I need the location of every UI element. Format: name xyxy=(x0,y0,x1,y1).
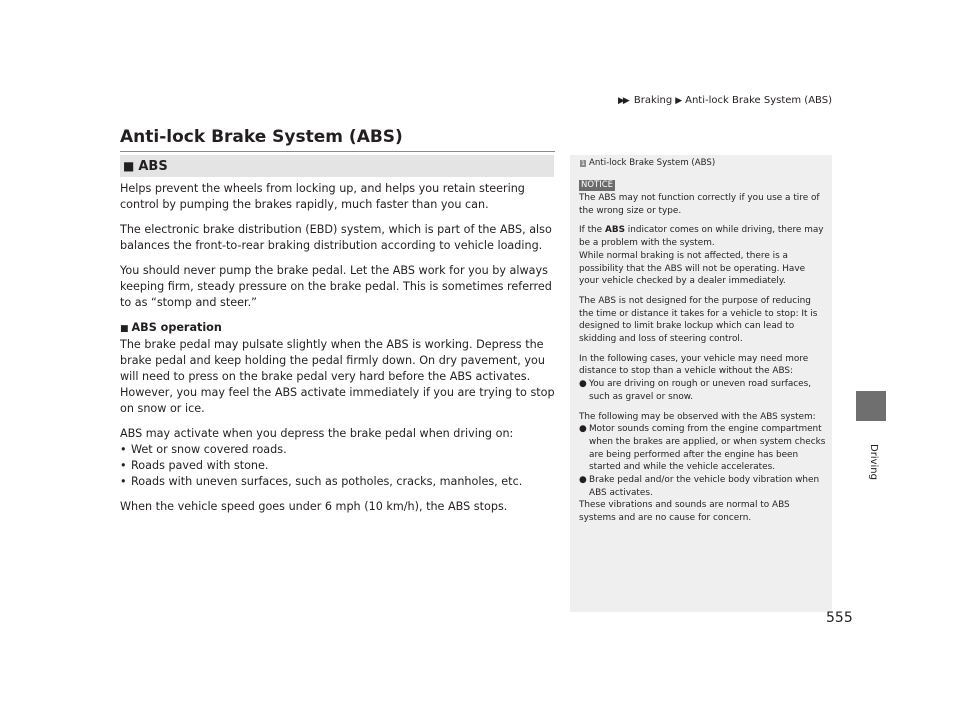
chapter-tab-marker xyxy=(856,391,886,421)
main-content xyxy=(120,181,560,524)
sidebar-notes xyxy=(570,155,832,612)
observed-list xyxy=(579,423,827,499)
paragraph-intro: Helps prevent the wheels from locking up, and helps you retain steering control by pumping the brakes rapidly, much faster than you can. xyxy=(120,182,525,211)
normal-braking-paragraph: While normal braking is not affected, there is a possibility that the ABS will not be operating. Have your vehicle checked by a dealer immediately. xyxy=(579,250,806,287)
notice-text: The ABS may not function correctly if you use a tire of the wrong size or type. xyxy=(579,193,820,216)
square-bullet-icon: ■ xyxy=(120,324,129,334)
final-paragraph: These vibrations and sounds are normal to ABS systems and are no cause for concern. xyxy=(579,500,790,524)
reference-number-icon: 1 xyxy=(581,159,585,167)
list-item: • Roads paved with stone. xyxy=(120,459,269,472)
subheading-abs-operation xyxy=(120,320,560,337)
paragraph-stomp-steer: You should never pump the brake pedal. Let the ABS work for you by always keeping firm, steady pressure on the brake pedal. This is sometimes referred to as “stomp and steer.” xyxy=(120,264,552,309)
paragraph-speed-stop: When the vehicle speed goes under 6 mph (10 km/h), the ABS stops. xyxy=(120,500,508,513)
double-arrow-icon: ▶▶ xyxy=(618,95,628,106)
chapter-tab-label: Driving xyxy=(868,444,879,480)
paragraph-operation: The brake pedal may pulsate slightly when the ABS is working. Depress the brake pedal and keep holding the pedal firmly down. On dry pavement, you will need to press on the brake pedal very hard before the ABS activates. However, you may feel the ABS activate immediately if you are trying to stop on snow or ice. xyxy=(120,338,555,415)
bullet-icon: ● xyxy=(579,379,587,390)
list-item: ● You are driving on rough or uneven road surfaces, such as gravel or snow. xyxy=(579,379,812,402)
cases-list xyxy=(579,378,827,403)
bullet-icon: ● xyxy=(579,424,587,435)
list-item: ● Brake pedal and/or the vehicle body vibration when ABS activates. xyxy=(579,475,820,498)
sidebar-header xyxy=(580,158,715,168)
design-paragraph: The ABS is not designed for the purpose of reducing the time or distance it takes for a vehicle to stop: It is designed to limit brake lockup which can lead to skidding and loss of steering control. xyxy=(579,295,818,345)
list-item: ● Motor sounds coming from the engine compartment when the brakes are applied, or when system checks are being performed after the engine has been started and while the vehicle accelerates. xyxy=(579,424,826,473)
observed-paragraph: The following may be observed with the ABS system: xyxy=(579,411,816,422)
abs-indicator-label: ABS xyxy=(604,225,625,236)
section-heading: ABS xyxy=(138,158,168,174)
sidebar-body xyxy=(579,179,827,525)
bullet-icon: ● xyxy=(579,475,587,486)
breadcrumb xyxy=(618,95,832,106)
subheading-text: ABS operation xyxy=(131,321,222,334)
conditions-list xyxy=(120,442,560,490)
arrow-icon: ▶ xyxy=(675,95,683,106)
sidebar-header-text[interactable]: Anti-lock Brake System (ABS) xyxy=(589,158,716,168)
section-heading-bar xyxy=(120,155,554,177)
breadcrumb-page[interactable]: Anti-lock Brake System (ABS) xyxy=(685,95,832,106)
page-title: Anti-lock Brake System (ABS) xyxy=(120,127,403,147)
list-item: • Wet or snow covered roads. xyxy=(120,443,287,456)
notice-badge: NOTICE xyxy=(581,180,614,190)
title-divider xyxy=(120,151,555,152)
breadcrumb-section[interactable]: Braking xyxy=(633,95,673,106)
bullet-icon: • xyxy=(120,459,127,472)
paragraph-ebd: The electronic brake distribution (EBD) system, which is part of the ABS, also balances the front-to-rear braking distribution according to vehicle loading. xyxy=(120,223,552,252)
page-number: 555 xyxy=(826,610,853,626)
cases-paragraph: In the following cases, your vehicle may need more distance to stop than a vehicle without the ABS: xyxy=(579,353,809,377)
square-bullet-icon: ■ xyxy=(123,159,135,173)
paragraph-conditions: ABS may activate when you depress the brake pedal when driving on: xyxy=(120,427,514,440)
indicator-paragraph: If the ABS indicator comes on while driving, there may be a problem with the system. xyxy=(579,225,824,249)
bullet-icon: • xyxy=(120,475,127,488)
list-item: • Roads with uneven surfaces, such as potholes, cracks, manholes, etc. xyxy=(120,475,523,488)
bullet-icon: • xyxy=(120,443,127,456)
